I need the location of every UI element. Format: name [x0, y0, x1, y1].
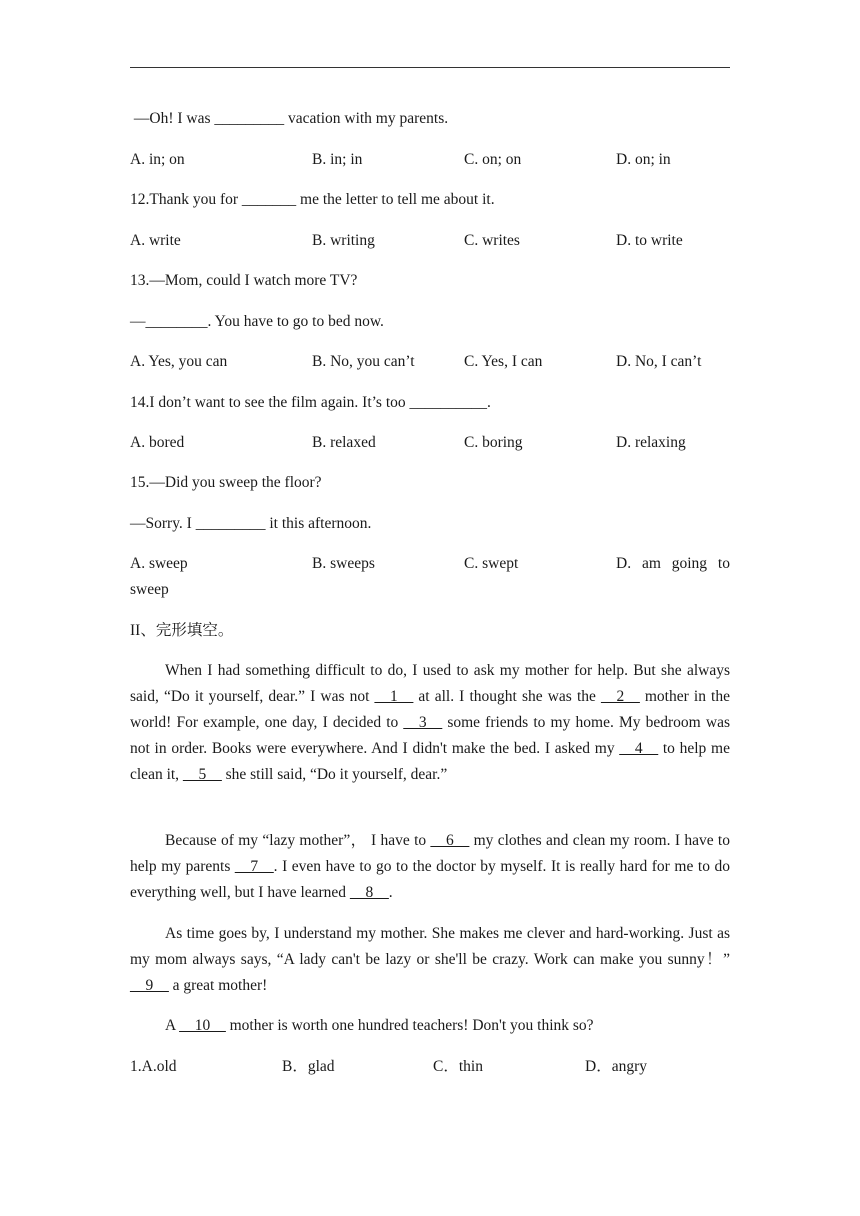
q13-answer-line: —________. You have to go to bed now. — [130, 313, 384, 330]
q12-option-b: B. writing — [312, 232, 375, 249]
blank-9: __9__ — [130, 977, 169, 994]
blank-3: __3__ — [403, 714, 443, 731]
cloze-paragraph-3 — [130, 921, 730, 999]
blank-8: __8__ — [349, 884, 389, 901]
q12-options — [130, 231, 730, 251]
q15-options — [130, 554, 730, 574]
cloze-paragraph-1 — [130, 658, 730, 788]
blank-5: __5__ — [182, 766, 222, 783]
q15-answer-line: —Sorry. I _________ it this afternoon. — [130, 515, 372, 532]
q11-option-b: B. in; in — [312, 151, 363, 168]
blank-4: __4__ — [619, 740, 659, 757]
q13-options — [130, 352, 730, 372]
section-heading: II、完形填空。 — [130, 622, 234, 639]
q11-answer-line: —Oh! I was _________ vacation with my parents. — [130, 110, 449, 127]
q14-option-b: B. relaxed — [312, 434, 376, 451]
blank-10: __10__ — [179, 1017, 226, 1034]
cloze-q1-option-b: B．glad — [282, 1058, 335, 1075]
p2-text-3: . I even have to go to the doctor by myself. It is really hard for me to do everything well, but I have learned — [130, 858, 730, 901]
q15-option-d-wrap: sweep — [130, 581, 169, 598]
q13-option-a: A. Yes, you can — [130, 353, 228, 370]
blank-6: __6__ — [430, 832, 470, 849]
p2-text-1: Because of my “lazy mother”， I have to — [165, 832, 431, 849]
p2-text-2: my clothes and clean my room. I have to help my parents — [130, 832, 730, 875]
p1-text-6: she still said, “Do it yourself, dear.” — [221, 766, 448, 783]
cloze-q1-option-a: 1.A.old — [130, 1058, 177, 1075]
q15-option-c: C. swept — [464, 555, 519, 572]
q15-option-a: A. sweep — [130, 555, 188, 572]
cloze-paragraph-2 — [130, 828, 730, 906]
q13-option-d: D. No, I can’t — [616, 353, 702, 370]
q11-option-c: C. on; on — [464, 151, 522, 168]
q11-option-d: D. on; in — [616, 151, 671, 168]
p1-text-3: mother in the world! For example, one day, I decided to — [130, 688, 730, 731]
p1-text-1: When I had something difficult to do, I used to ask my mother for help. But she always said, “Do it yourself, dear.” I was not — [130, 662, 730, 705]
cloze-q1-option-d: D．angry — [585, 1058, 647, 1075]
p1-text-4: some friends to my home. My bedroom was not in order. Books were everywhere. And I didn't make the bed. I asked my — [130, 714, 730, 757]
q13-stem: 13.—Mom, could I watch more TV? — [130, 272, 358, 289]
header-rule — [130, 67, 730, 68]
p2-text-4: . — [388, 884, 393, 901]
q12-option-a: A. write — [130, 232, 181, 249]
blank-1: __1__ — [374, 688, 414, 705]
q14-option-c: C. boring — [464, 434, 523, 451]
p1-text-2: at all. I thought she was the — [413, 688, 601, 705]
p3-text-1: As time goes by, I understand my mother. She makes me clever and hard-working. Just as my mom always says, “A lady can't be lazy or she'll be crazy. Work can make you sunny！” — [130, 925, 730, 968]
q13-option-b: B. No, you can’t — [312, 353, 415, 370]
p4-text-2: mother is worth one hundred teachers! Don't you think so? — [225, 1017, 594, 1034]
q15-option-d: D. am going to — [616, 555, 730, 572]
q14-options — [130, 433, 730, 453]
q11-option-a: A. in; on — [130, 151, 185, 168]
q11-options — [130, 150, 730, 170]
p4-text-1: A — [165, 1017, 180, 1034]
q14-stem: 14.I don’t want to see the film again. It’s too __________. — [130, 394, 491, 411]
q12-option-d: D. to write — [616, 232, 683, 249]
p1-text-5: to help me clean it, — [130, 740, 730, 783]
q14-option-d: D. relaxing — [616, 434, 686, 451]
cloze-q1-option-c: C．thin — [433, 1058, 483, 1075]
cloze-q1-options — [130, 1057, 730, 1077]
cloze-paragraph-4 — [130, 1013, 730, 1039]
blank-7: __7__ — [234, 858, 274, 875]
p3-text-2: a great mother! — [168, 977, 268, 994]
q12-stem: 12.Thank you for _______ me the letter to tell me about it. — [130, 191, 495, 208]
q15-stem: 15.—Did you sweep the floor? — [130, 474, 322, 491]
q14-option-a: A. bored — [130, 434, 185, 451]
q15-option-b: B. sweeps — [312, 555, 375, 572]
q12-option-c: C. writes — [464, 232, 520, 249]
q13-option-c: C. Yes, I can — [464, 353, 543, 370]
blank-2: __2__ — [601, 688, 640, 705]
